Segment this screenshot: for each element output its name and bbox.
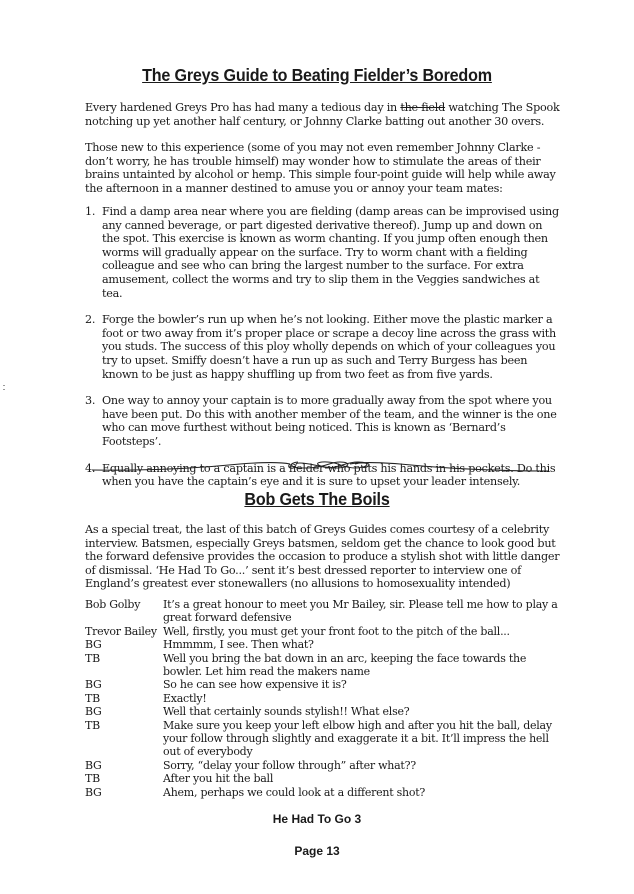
interview-dialogue — [85, 598, 560, 799]
dialogue-line: Well, firstly, you must get your front foot to the pitch of the ball... — [163, 624, 510, 638]
dialogue-line: Well that certainly sounds stylish!! What else? — [163, 705, 410, 719]
article-title-fielders-boredom: The Greys Guide to Beating Fielder’s Boredom — [142, 65, 492, 85]
dialogue-row — [85, 759, 560, 772]
context-paragraph: Those new to this experience (some of you may not even remember Johnny Clarke - don’t worry, he has trouble himself) may wonder how to stimulate the areas of their brains untainted by alcohol or hemp. This simple four-point guide will help while away the afternoon in a manner destined to amuse you or annoy your team mates: — [85, 141, 556, 195]
intro-paragraph — [85, 101, 560, 128]
list-number: 3. — [85, 394, 96, 408]
speaker: BG — [85, 678, 102, 692]
dialogue-line: So he can see how expensive it is? — [163, 678, 347, 692]
dialogue-line: Sorry, “delay your follow through” after what?? — [163, 758, 416, 772]
dialogue-row — [85, 638, 560, 651]
dialogue-row — [85, 772, 560, 785]
speaker: TB — [85, 691, 100, 705]
dialogue-row — [85, 692, 560, 705]
list-text: Forge the bowler’s run up when he’s not looking. Either move the plastic marker a foot or two away from it’s proper place or scrape a decoy line across the grass with you studs. The success of this ploy wholly depends on which of your colleagues you try to upset. Smiffy doesn’t have a run up as such and Terry Burgess has been known to be just as happy shuffling up from two feet as from five yards. — [102, 313, 556, 381]
speaker: Trevor Bailey — [85, 624, 157, 638]
dialogue-line: Make sure you keep your left elbow high and after you hit the ball, delay your follow through slightly and exaggerate it a bit. It’ll impress the hell out of everybody — [163, 718, 552, 759]
interview-intro-paragraph: As a special treat, the last of this batch of Greys Guides comes courtesy of a celebrity interview. Batsmen, especially Greys batsmen, seldom get the chance to look good but the forward defensive provides the occasion to produce a stylish shot with little danger of dismissal. ‘He Had To Go...’ sent it’s best dressed reporter to interview one of England’s greatest ever stonewallers (no allusions to homosexuality intended) — [85, 523, 560, 591]
publication-name: He Had To Go 3 — [272, 812, 362, 826]
intro-text-after: watching The Spook notching up yet another half century, or Johnny Clarke batting out another 30 overs. — [85, 101, 560, 128]
list-text: Equally annoying to a captain is a fielder who puts his hands in his pockets. Do this when you have the captain’s eye and it is sure to upset your leader intensely. — [102, 461, 556, 489]
dialogue-row — [85, 625, 560, 638]
dialogue-row — [85, 598, 560, 625]
struck-text: the field — [400, 101, 446, 114]
dialogue-line: Ahem, perhaps we could look at a different shot? — [163, 785, 426, 799]
dialogue-line: It’s a great honour to meet you Mr Bailey, sir. Please tell me how to play a great forward defensive — [163, 598, 558, 625]
article-title-bob-gets-the-boils: Bob Gets The Boils — [244, 489, 390, 509]
speaker: BG — [85, 758, 102, 772]
list-item — [85, 205, 560, 300]
dialogue-line: After you hit the ball — [163, 772, 274, 786]
list-text: One way to annoy your captain is to more gradually away from the spot where you have been put. Do this with another member of the team, and the winner is the one who can move furthest without being noticed. This is known as ‘Bernard’s Footsteps’. — [102, 394, 557, 448]
list-number: 1. — [85, 205, 96, 218]
dialogue-row — [85, 705, 560, 718]
list-number: 2. — [85, 313, 96, 327]
page-number: Page 13 — [294, 844, 340, 858]
scan-speck — [3, 385, 5, 386]
intro-text-before: Every hardened Greys Pro has had many a tedious day in — [85, 101, 401, 114]
dialogue-line: Exactly! — [163, 691, 207, 705]
ornamental-divider-icon — [90, 452, 550, 478]
tips-list — [85, 205, 560, 489]
dialogue-row — [85, 678, 560, 691]
dialogue-row — [85, 786, 560, 799]
speaker: TB — [85, 772, 100, 786]
dialogue-row — [85, 719, 560, 759]
speaker: BG — [85, 638, 102, 652]
speaker: BG — [85, 705, 102, 719]
dialogue-line: Well you bring the bat down in an arc, keeping the face towards the bowler. Let him read the makers name — [163, 651, 527, 679]
list-text: Find a damp area near where you are fielding (damp areas can be improvised using any canned beverage, or part digested derivative thereof). Jump up and down on the spot. This exercise is known as worm chanting. If you jump often enough then worms will gradually appear on the surface. Try to worm chant with a fielding colleague and see who can bring the largest number to the surface. For extra amusement, collect the worms and try to slip them in the Veggies sandwiches at tea. — [102, 205, 559, 300]
list-item — [85, 313, 560, 381]
speaker: Bob Golby — [85, 598, 141, 611]
scan-speck — [3, 389, 5, 390]
speaker: TB — [85, 651, 100, 665]
speaker: TB — [85, 718, 100, 732]
list-item — [85, 394, 560, 448]
speaker: BG — [85, 785, 102, 799]
dialogue-line: Hmmmm, I see. Then what? — [163, 638, 314, 652]
dialogue-row — [85, 652, 560, 679]
list-number: 4. — [85, 461, 96, 475]
